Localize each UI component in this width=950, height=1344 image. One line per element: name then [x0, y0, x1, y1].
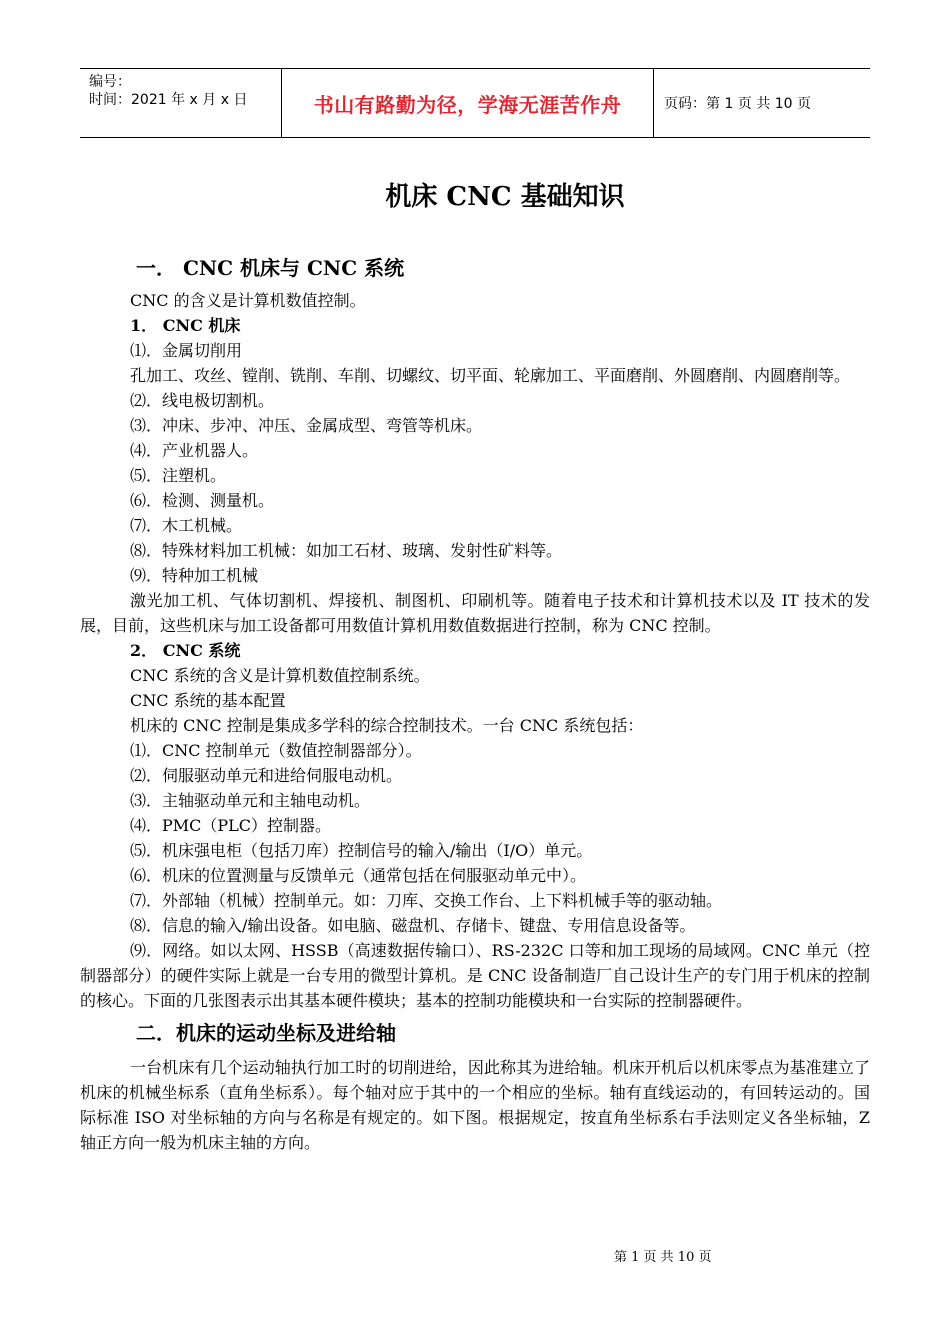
list-item: ⑴．CNC 控制单元（数值控制器部分）。: [130, 741, 422, 760]
text-line: 机床的 CNC 控制是集成多学科的综合控制技术。一台 CNC 系统包括：: [130, 716, 644, 735]
subsection-2-heading: 2． CNC 系统: [130, 641, 241, 660]
paragraph: ⑼．网络。如以太网、HSSB（高速数据传输口）、RS-232C 口等和加工现场的局域网。CNC 单元（控制器部分）的硬件实际上就是一台专用的微型计算机。是 CNC 设备制造厂自己设计生产的专门用于机床的控制的核心。下面的几张图表示出其基本硬件模块；基本的控制功能模块和一台实际的控制器硬件。: [80, 941, 870, 1010]
list-item: ⑷．产业机器人。: [130, 441, 259, 460]
document-date: 时间：2021 年 x 月 x 日: [89, 92, 248, 108]
section-2-heading: 二．机床的运动坐标及进给轴: [136, 1021, 396, 1045]
header-page-info: 页码：第 1 页 共 10 页: [664, 96, 811, 112]
list-item: ⑶．冲床、步冲、冲压、金属成型、弯管等机床。: [130, 416, 483, 435]
section-1-intro: CNC 的含义是计算机数值控制。: [130, 291, 366, 310]
paragraph: 一台机床有几个运动轴执行加工时的切削进给，因此称其为进给轴。机床开机后以机床零点为基准建立了机床的机械坐标系（直角坐标系）。每个轴对应于其中的一个相应的坐标。轴有直线运动的，有回转运动的。国际标准 ISO 对坐标轴的方向与名称是有规定的。如下图。根据规定，按直角坐标系右手法则定义各坐标轴，Z 轴正方向一般为机床主轴的方向。: [80, 1058, 870, 1152]
section-1-heading: 一． CNC 机床与 CNC 系统: [136, 256, 405, 280]
list-item: ⑺．木工机械。: [130, 516, 243, 535]
page-footer: 第 1 页 共 10 页: [614, 1250, 712, 1265]
list-item: ⑶．主轴驱动单元和主轴电动机。: [130, 791, 371, 810]
list-item: ⑸．注塑机。: [130, 466, 227, 485]
document-body: [80, 250, 870, 1155]
list-item: ⑷．PMC（PLC）控制器。: [130, 816, 332, 835]
text-line: CNC 系统的含义是计算机数值控制系统。: [130, 666, 430, 685]
list-item: ⑻．特殊材料加工机械：如加工石材、玻璃、发射性矿料等。: [130, 541, 563, 560]
list-item: ⑼．特种加工机械: [130, 566, 259, 585]
text-line: CNC 系统的基本配置: [130, 691, 286, 710]
list-item: ⑴．金属切削用: [130, 341, 243, 360]
subsection-1-heading: 1． CNC 机床: [130, 316, 241, 335]
list-item: ⑸．机床强电柜（包括刀库）控制信号的输入/输出（I/O）单元。: [130, 841, 593, 860]
paragraph: 激光加工机、气体切割机、焊接机、制图机、印刷机等。随着电子技术和计算机技术以及 IT 技术的发展，目前，这些机床与加工设备都可用数值计算机用数值数据进行控制，称为 CNC 控制。: [80, 591, 870, 635]
document-title: 机床 CNC 基础知识: [385, 182, 625, 212]
list-item: ⑵．伺服驱动单元和进给伺服电动机。: [130, 766, 403, 785]
document-header: [80, 68, 870, 138]
list-item: ⑹．检测、测量机。: [130, 491, 275, 510]
list-item: ⑻．信息的输入/输出设备。如电脑、磁盘机、存储卡、键盘、专用信息设备等。: [130, 916, 696, 935]
header-meta: [80, 69, 281, 137]
list-item: ⑵．线电极切割机。: [130, 391, 275, 410]
header-motto-cell: [281, 69, 654, 137]
paragraph: 孔加工、攻丝、镗削、铣削、车削、切螺纹、切平面、轮廓加工、平面磨削、外圆磨削、内圆磨削等。: [130, 366, 851, 385]
header-motto: 书山有路勤为径，学海无涯苦作舟: [313, 92, 622, 117]
list-item: ⑹．机床的位置测量与反馈单元（通常包括在伺服驱动单元中）。: [130, 866, 587, 885]
document-number-label: 编号：: [89, 74, 131, 90]
list-item: ⑺．外部轴（机械）控制单元。如：刀库、交换工作台、上下料机械手等的驱动轴。: [130, 891, 723, 910]
